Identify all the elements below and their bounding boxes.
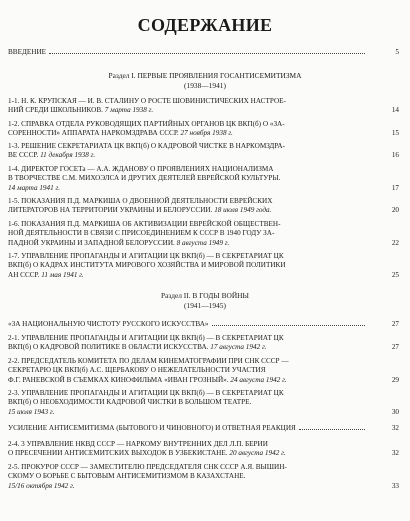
entry-line: 1-2. СПРАВКА ОТДЕЛА РУКОВОДЯЩИХ ПАРТИЙНЫХ ОРГАНОВ ЦК ВКП(б) О «ЗА- — [8, 120, 285, 128]
entry-date: 15/16 октября 1942 г. — [8, 481, 75, 490]
toc-entry[interactable] — [8, 440, 399, 459]
section-title: Раздел I. ПЕРВЫЕ ПРОЯВЛЕНИЯ ГОСАНТИСЕМИТИЗМА — [108, 71, 302, 80]
entry-line: 1-5. ПОКАЗАНИЯ П.Д. МАРКИША О ДВОЕННОЙ ДЕЯТЕЛЬНОСТИ ЕВРЕЙСКИХ — [8, 197, 273, 205]
entry-date: 11 мая 1941 г. — [41, 270, 84, 279]
page-number: 33 — [391, 481, 399, 490]
toc-entry[interactable] — [8, 197, 399, 216]
entry-line: 1-6. ПОКАЗАНИЯ П.Д. МАРКИША ОБ АКТИВИЗАЦИИ ЕВРЕЙСКОЙ ОБЩЕСТВЕН- — [8, 220, 281, 228]
entry-date: 8 августа 1949 г. — [176, 238, 230, 247]
entry-line: ВКП(б) О НЕОБХОДИМОСТИ КАДРОВОЙ ЧИСТКИ В БОЛЬШОМ ТЕАТРЕ. — [8, 398, 252, 407]
section-heading — [0, 291, 410, 310]
toc-entry[interactable] — [8, 220, 399, 248]
page-number: 14 — [391, 106, 399, 115]
entry-date: 15 июля 1943 г. — [8, 407, 55, 416]
toc-entry[interactable] — [8, 357, 399, 385]
toc-entry[interactable] — [8, 389, 399, 417]
entry-line: В ТВОРЧЕСТВЕ С.М. МИХОЭЛСА И ДРУГИХ ДЕЯТЕЛЕЙ ЕВРЕЙСКОЙ КУЛЬТУРЫ. — [8, 174, 281, 183]
section-years: (1941—1945) — [184, 300, 226, 310]
entry-date: 17 августа 1942 г. — [210, 343, 267, 352]
toc-entry[interactable] — [8, 252, 399, 280]
page-number: 32 — [391, 449, 399, 458]
entry-line: СКОМУ О БОРЬБЕ С БЫТОВЫМ АНТИСЕМИТИЗМОМ В КАЗАХСТАНЕ. — [8, 472, 246, 481]
entry-date: 18 июля 1949 года. — [214, 206, 272, 215]
entry-date: 24 августа 1942 г. — [230, 375, 287, 384]
section-heading — [0, 71, 410, 90]
toc-subsection[interactable] — [8, 320, 399, 329]
page-number: 32 — [391, 424, 399, 432]
section-title: Раздел II. В ГОДЫ ВОЙНЫ — [161, 291, 249, 300]
entry-line: СОРЕННОСТИ» АППАРАТА НАРКОМЗДРАВА СССР. — [8, 129, 181, 138]
entry-line: 2-5. ПРОКУРОР СССР — ЗАМЕСТИТЕЛЮ ПРЕДСЕДАТЕЛЯ СНК СССР А.Я. ВЫШИН- — [8, 463, 287, 471]
entry-line: СЕКРЕТАРЮ ЦК ВКП(б) А.С. ЩЕРБАКОВУ О НЕЖЕЛАТЕЛЬНОСТИ УЧАСТИЯ — [8, 366, 266, 375]
page-number: 22 — [391, 238, 399, 247]
entry-date: 11 декабря 1938 г. — [40, 151, 96, 160]
entry-line: 2-4. 3 УПРАВЛЕНИЕ НКВД СССР — НАРКОМУ ВНУТРЕННИХ ДЕЛ Л.П. БЕРИИ — [8, 440, 268, 448]
page-number: 15 — [391, 129, 399, 138]
toc-subsection[interactable] — [8, 424, 399, 433]
page-number: 17 — [391, 183, 399, 192]
entry-line: 1-3. РЕШЕНИЕ СЕКРЕТАРИАТА ЦК ВКП(б) О КАДРОВОЙ ЧИСТКЕ В НАРКОМЗДРА- — [8, 142, 285, 150]
toc-entry[interactable] — [8, 165, 399, 193]
entry-line: 1-1. Н. К. КРУПСКАЯ — И. В. СТАЛИНУ О РОСТЕ ШОВИНИСТИЧЕСКИХ НАСТРОЕ- — [8, 97, 286, 105]
entry-line: О ПРЕСЕЧЕНИИ АНТИСЕМИТСКИХ ВЫХОДОК В УЗБЕКИСТАНЕ. — [8, 449, 230, 458]
dot-leader — [49, 52, 365, 54]
toc-entry[interactable] — [8, 463, 399, 491]
section-years: (1938—1941) — [184, 80, 226, 90]
entry-line: 2-2. ПРЕДСЕДАТЕЛЬ КОМИТЕТА ПО ДЕЛАМ КИНЕМАТОГРАФИИ ПРИ СНК СССР — — [8, 357, 289, 365]
subsection-label: «ЗА НАЦИОНАЛЬНУЮ ЧИСТОТУ РУССКОГО ИСКУССТВА» — [8, 320, 209, 328]
page-number: 5 — [395, 48, 399, 56]
toc-entry[interactable] — [8, 97, 399, 116]
entry-line: 2-1. УПРАВЛЕНИЕ ПРОПАГАНДЫ И АГИТАЦИИ ЦК ВКП(б) — В СЕКРЕТАРИАТ ЦК — [8, 334, 284, 342]
entry-line: АН СССР. — [8, 270, 42, 279]
page-number: 27 — [391, 343, 399, 352]
entry-line: Ф.Г. РАНЕВСКОЙ В СЪЕМКАХ КИНОФИЛЬМА «ИВАН ГРОЗНЫЙ». — [8, 375, 231, 384]
dot-leader — [299, 428, 365, 430]
dot-leader — [212, 324, 366, 326]
entry-line: НИЙ СРЕДИ ШКОЛЬНИКОВ. — [8, 106, 105, 115]
page-number: 30 — [391, 407, 399, 416]
entry-line: ВКП(б) О КАДРАХ ИНСТИТУТА МИРОВОГО ХОЗЯЙСТВА И МИРОВОЙ ПОЛИТИКИ — [8, 261, 286, 270]
entry-date: 7 марта 1938 г. — [104, 106, 154, 115]
entry-date: 20 августа 1942 г. — [229, 449, 286, 458]
toc-entry[interactable] — [8, 334, 399, 353]
toc-entry[interactable] — [8, 142, 399, 161]
entry-line: 1-4. ДИРЕКТОР ГОСЕТа — А.А. ЖДАНОВУ О ПРОЯВЛЕНИЯХ НАЦИОНАЛИЗМА — [8, 165, 274, 173]
page-number: 25 — [391, 270, 399, 279]
entry-date: 27 ноября 1938 г. — [180, 129, 233, 138]
entry-line: ЛИТЕРАТОРОВ НА ТЕРРИТОРИИ УКРАИНЫ И БЕЛОРУССИИ. — [8, 206, 215, 215]
entry-line: ВКП(б) О КАДРОВОЙ ПОЛИТИКЕ В ОБЛАСТИ ИСКУССТВА. — [8, 343, 211, 352]
subsection-label: УСИЛЕНИЕ АНТИСЕМИТИЗМА (БЫТОВОГО И ЧИНОВНОГО) И ОТВЕТНАЯ РЕАКЦИЯ — [8, 424, 296, 432]
page-number: 16 — [391, 151, 399, 160]
page-title: СОДЕРЖАНИЕ — [137, 15, 273, 35]
toc-entry-intro[interactable] — [8, 48, 399, 57]
toc-entry[interactable] — [8, 120, 399, 139]
entry-date: 14 марта 1941 г. — [8, 183, 61, 192]
entry-line: ПАДНОЙ УКРАИНЫ И ЗАПАДНОЙ БЕЛОРУССИИ. — [8, 238, 177, 247]
entry-line: НОЙ ДЕЯТЕЛЬНОСТИ В СВЯЗИ С ПРИСОЕДИНЕНИЕМ К СССР В 1940 ГОДУ ЗА- — [8, 229, 275, 238]
page-number: 20 — [391, 206, 399, 215]
entry-line: 1-7. УПРАВЛЕНИЕ ПРОПАГАНДЫ И АГИТАЦИИ ЦК ВКП(б) — В СЕКРЕТАРИАТ ЦК — [8, 252, 284, 260]
page-number: 27 — [391, 320, 399, 328]
toc-entry-label: ВВЕДЕНИЕ — [8, 48, 47, 56]
entry-line: 2-3. УПРАВЛЕНИЕ ПРОПАГАНДЫ И АГИТАЦИИ ЦК ВКП(б) — В СЕКРЕТАРИАТ ЦК — [8, 389, 284, 397]
page-number: 29 — [391, 375, 399, 384]
entry-line: ВЕ СССР. — [8, 151, 41, 160]
